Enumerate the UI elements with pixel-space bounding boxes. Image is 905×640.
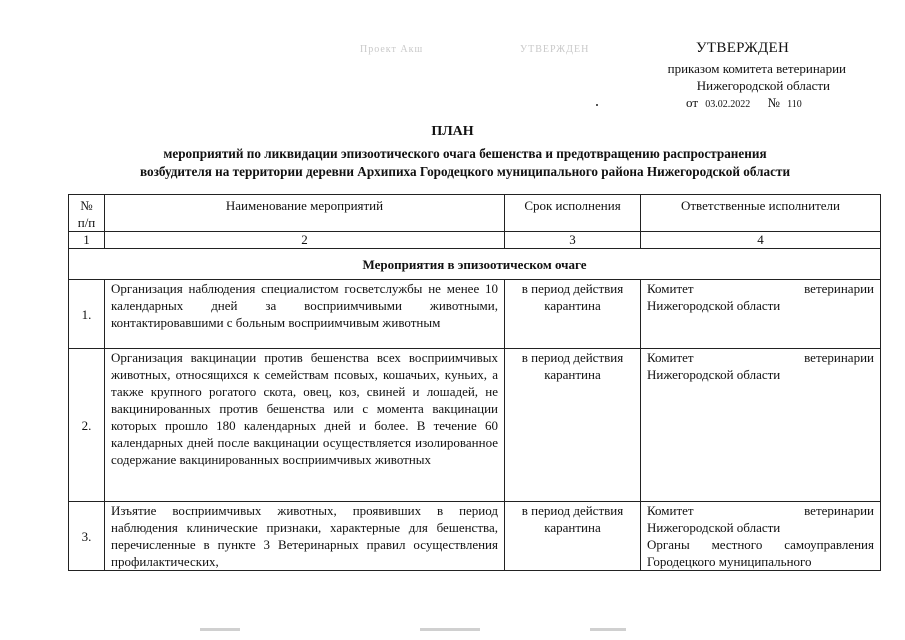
row-deadline: в период действия карантина bbox=[505, 502, 641, 571]
responsible-word: ветеринарии bbox=[804, 350, 874, 365]
scan-edge-mark bbox=[420, 628, 480, 631]
table-header-row bbox=[69, 195, 881, 232]
number-label: № bbox=[767, 95, 780, 110]
responsible-word: Комитет bbox=[647, 281, 694, 296]
responsible-word: ветеринарии bbox=[804, 281, 874, 296]
faint-approved-mark: УТВЕРЖДЕН bbox=[520, 44, 590, 55]
order-date: 03.02.2022 bbox=[705, 99, 751, 110]
plan-table bbox=[68, 194, 881, 571]
responsible-word: ветеринарии bbox=[804, 503, 874, 518]
col-header-action: Наименование мероприятий bbox=[105, 195, 505, 232]
table-row bbox=[69, 349, 881, 502]
responsible-region: Нижегородской области bbox=[647, 298, 781, 313]
order-number: 110 bbox=[787, 99, 802, 110]
document-subtitle-line1: мероприятий по ликвидации эпизоотического очага бешенства и предотвращению распространения bbox=[163, 146, 767, 161]
section-row bbox=[69, 249, 881, 280]
row-responsible bbox=[641, 280, 881, 349]
row-deadline: в период действия карантина bbox=[505, 280, 641, 349]
approved-heading: УТВЕРЖДЕН bbox=[696, 40, 790, 56]
responsible-word: Комитет bbox=[647, 503, 694, 518]
col-header-deadline: Срок исполнения bbox=[505, 195, 641, 232]
row-responsible bbox=[641, 349, 881, 502]
row-deadline: в период действия карантина bbox=[505, 349, 641, 502]
col-index: 3 bbox=[505, 232, 641, 249]
row-number: 1. bbox=[69, 280, 105, 349]
responsible-region: Нижегородской области bbox=[647, 367, 781, 382]
row-number: 3. bbox=[69, 502, 105, 571]
document-title: ПЛАН bbox=[431, 124, 474, 139]
row-action: Изъятие восприимчивых животных, проявивших в период наблюдения клинические признаки, характерные для бешенства, перечисленные в пункте 3 Ветеринарных правил осуществления профилактических, bbox=[105, 502, 505, 571]
section-heading: Мероприятия в эпизоотическом очаге bbox=[69, 249, 881, 280]
responsible-region: Нижегородской области bbox=[647, 520, 781, 535]
table-row bbox=[69, 280, 881, 349]
col-header-responsible: Ответственные исполнители bbox=[641, 195, 881, 232]
responsible-local-authority: Органы местного самоуправления Городецкого муниципального bbox=[647, 537, 874, 569]
order-line: приказом комитета ветеринарии bbox=[667, 61, 846, 76]
row-action: Организация вакцинации против бешенства всех восприимчивых животных, относящихся к семействам псовых, кошачьих, куньих, а также крупного рогатого скота, овец, коз, свиней и лошадей, не вакцинированных против бешенства или с момента вакцинации которых прошло 180 календарных дней и более. В течение 60 календарных дней после вакцинации осуществляется изолированное содержание вакцинированных восприимчивых животных bbox=[105, 349, 505, 502]
col-index: 1 bbox=[69, 232, 105, 249]
row-responsible bbox=[641, 502, 881, 571]
scan-speck bbox=[596, 104, 598, 106]
order-date-number bbox=[686, 95, 802, 113]
col-header-number: № п/п bbox=[69, 195, 105, 232]
region-line: Нижегородской области bbox=[696, 78, 830, 93]
table-row bbox=[69, 502, 881, 571]
faint-draft-mark: Проект Акш bbox=[360, 44, 424, 55]
row-number: 2. bbox=[69, 349, 105, 502]
from-label: от bbox=[686, 95, 699, 110]
column-index-row bbox=[69, 232, 881, 249]
col-index: 2 bbox=[105, 232, 505, 249]
scan-edge-mark bbox=[590, 628, 626, 631]
row-action: Организация наблюдения специалистом госветслужбы не менее 10 календарных дней за восприимчивыми животными, контактировавшими с больным восприимчивым животным bbox=[105, 280, 505, 349]
document-subtitle-line2: возбудителя на территории деревни Архипиха Городецкого муниципального района Нижегородской области bbox=[139, 164, 791, 179]
scan-edge-mark bbox=[200, 628, 240, 631]
responsible-word: Комитет bbox=[647, 350, 694, 365]
col-index: 4 bbox=[641, 232, 881, 249]
